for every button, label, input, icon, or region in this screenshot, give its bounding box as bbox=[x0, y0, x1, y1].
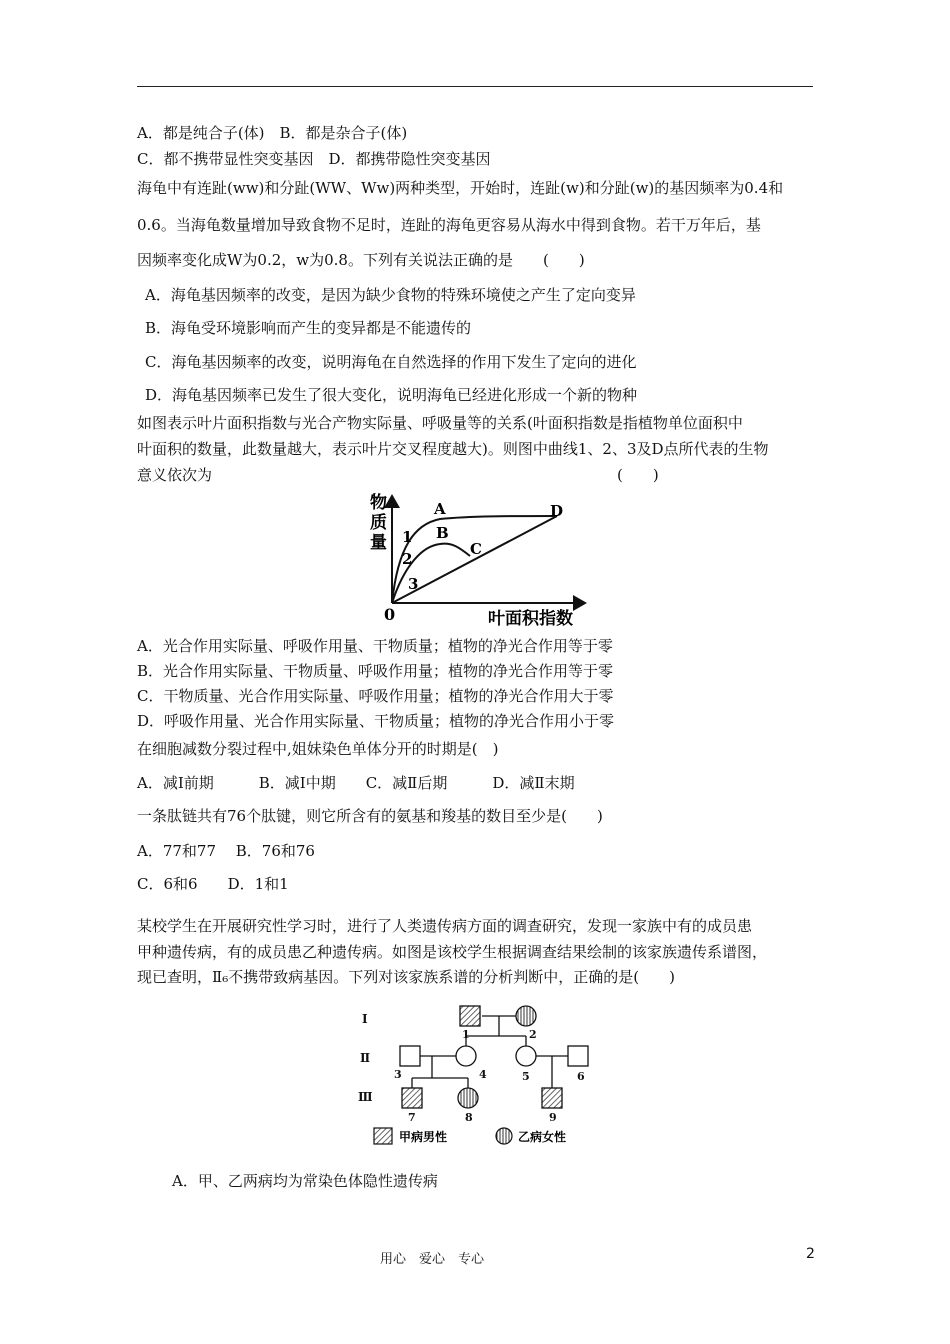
individual-II-5 bbox=[516, 1046, 536, 1066]
curve-label-3: 3 bbox=[408, 575, 419, 593]
individual-I-1 bbox=[460, 1006, 480, 1026]
y-label-1: 物 bbox=[370, 493, 387, 513]
question-text: 意义依次为 ( ) bbox=[137, 466, 659, 484]
point-D: D bbox=[550, 502, 564, 520]
leaf-area-graph bbox=[360, 486, 600, 631]
option-line: C．海龟基因频率的改变，说明海龟在自然选择的作用下发生了定向的进化 bbox=[145, 353, 637, 371]
generation-III: Ⅲ bbox=[358, 1090, 373, 1104]
option-line: D．呼吸作用量、光合作用实际量、干物质量；植物的净光合作用小于零 bbox=[137, 712, 615, 730]
id-1: 1 bbox=[462, 1028, 470, 1041]
x-label: 叶面积指数 bbox=[488, 609, 573, 629]
option-line: A．海龟基因频率的改变，是因为缺少食物的特殊环境使之产生了定向变异 bbox=[145, 286, 636, 304]
legend-b-swatch bbox=[496, 1128, 512, 1144]
generation-I: Ⅰ bbox=[362, 1012, 368, 1026]
question-text: 0.6。当海龟数量增加导致食物不足时，连趾的海龟更容易从海水中得到食物。若干万年后，基 bbox=[137, 216, 761, 234]
individual-II-3 bbox=[400, 1046, 420, 1066]
pedigree-chart bbox=[352, 998, 602, 1150]
origin-label: 0 bbox=[384, 605, 396, 624]
id-8: 8 bbox=[465, 1111, 473, 1124]
question-text: 甲种遗传病，有的成员患乙种遗传病。如图是该校学生根据调查结果绘制的该家族遗传系谱图， bbox=[137, 943, 768, 961]
option-line: B．光合作用实际量、干物质量、呼吸作用量；植物的净光合作用等于零 bbox=[137, 662, 614, 680]
option-line: C．干物质量、光合作用实际量、呼吸作用量；植物的净光合作用大于零 bbox=[137, 687, 614, 705]
question-text: 一条肽链共有76个肽键，则它所含有的氨基和羧基的数目至少是( ) bbox=[137, 807, 603, 825]
id-5: 5 bbox=[522, 1070, 530, 1083]
individual-II-6 bbox=[568, 1046, 588, 1066]
question-text: 现已查明，Ⅱ₆不携带致病基因。下列对该家族系谱的分析判断中，正确的是( ) bbox=[137, 968, 675, 986]
question-text: 在细胞减数分裂过程中,姐妹染色单体分开的时期是( ) bbox=[137, 740, 499, 758]
individual-II-4 bbox=[456, 1046, 476, 1066]
option-line: C．6和6 D．1和1 bbox=[137, 875, 289, 893]
legend-a-label: 甲病男性 bbox=[399, 1130, 448, 1144]
option-line: A．都是纯合子(体) B．都是杂合子(体) bbox=[137, 124, 408, 142]
id-6: 6 bbox=[577, 1070, 585, 1083]
generation-II: Ⅱ bbox=[360, 1051, 371, 1065]
id-3: 3 bbox=[394, 1068, 402, 1081]
individual-III-9 bbox=[542, 1088, 562, 1108]
point-B: B bbox=[436, 524, 449, 542]
y-label-3: 量 bbox=[370, 533, 387, 553]
id-9: 9 bbox=[549, 1111, 557, 1124]
legend-b-label: 乙病女性 bbox=[518, 1130, 567, 1144]
question-text: 海龟中有连趾(ww)和分趾(WW、Ww)两种类型，开始时，连趾(w)和分趾(w)的基因频率为0.4和 bbox=[137, 179, 784, 197]
id-2: 2 bbox=[529, 1028, 537, 1041]
option-line: B．海龟受环境影响而产生的变异都是不能遗传的 bbox=[145, 319, 472, 337]
option-line: A．甲、乙两病均为常染色体隐性遗传病 bbox=[172, 1172, 438, 1190]
page-number: 2 bbox=[806, 1246, 815, 1262]
header-rule bbox=[137, 86, 813, 87]
individual-I-2 bbox=[516, 1006, 536, 1026]
question-text: 因频率变化成W为0.2，w为0.8。下列有关说法正确的是 ( ) bbox=[137, 251, 585, 269]
option-line: A．减Ⅰ前期 B．减Ⅰ中期 C．减Ⅱ后期 D．减Ⅱ末期 bbox=[137, 774, 575, 792]
point-C: C bbox=[470, 540, 482, 558]
id-4: 4 bbox=[479, 1068, 487, 1081]
legend-a-swatch bbox=[374, 1128, 392, 1144]
curve-label-2: 2 bbox=[402, 550, 413, 568]
question-text: 如图表示叶片面积指数与光合产物实际量、呼吸量等的关系(叶面积指数是指植物单位面积中 bbox=[137, 414, 743, 432]
question-text: 某校学生在开展研究性学习时，进行了人类遗传病方面的调查研究，发现一家族中有的成员患 bbox=[137, 917, 753, 935]
curve-label-1: 1 bbox=[402, 528, 413, 546]
option-line: C．都不携带显性突变基因 D．都携带隐性突变基因 bbox=[137, 150, 491, 168]
question-text: 叶面积的数量，此数量越大，表示叶片交叉程度越大)。则图中曲线1、2、3及D点所代表的生物 bbox=[137, 440, 769, 458]
point-A: A bbox=[434, 500, 446, 518]
option-line: A．77和77 B．76和76 bbox=[137, 842, 315, 860]
y-label-2: 质 bbox=[370, 513, 387, 533]
option-line: A．光合作用实际量、呼吸作用量、干物质量；植物的净光合作用等于零 bbox=[137, 637, 613, 655]
option-line: D．海龟基因频率已发生了很大变化，说明海龟已经进化形成一个新的物种 bbox=[145, 386, 638, 404]
individual-III-8 bbox=[458, 1088, 478, 1108]
individual-III-7 bbox=[402, 1088, 422, 1108]
page-footer: 用心 爱心 专心 bbox=[380, 1252, 485, 1267]
id-7: 7 bbox=[408, 1111, 416, 1124]
